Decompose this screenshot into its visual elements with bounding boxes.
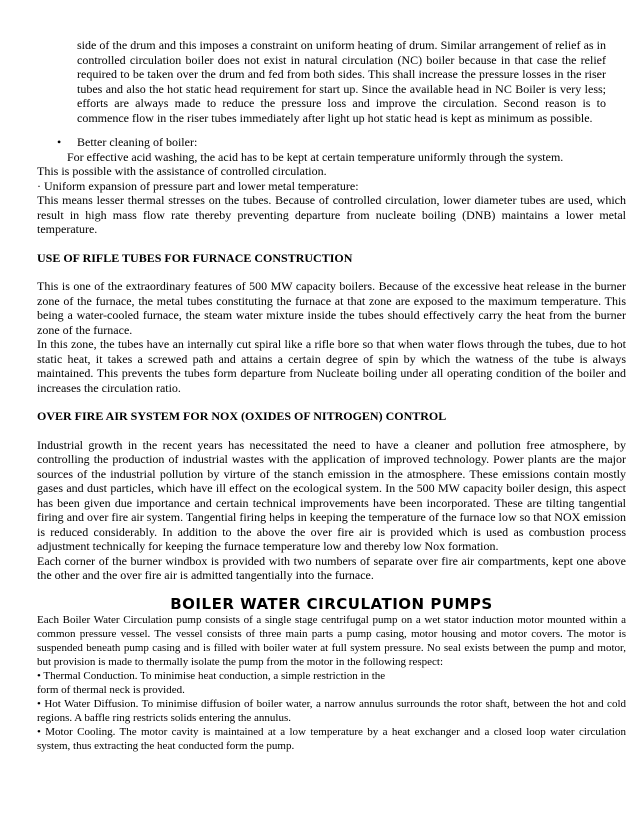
overfire-heading: OVER FIRE AIR SYSTEM FOR NOX (OXIDES OF NITROGEN) CONTROL: [37, 409, 447, 423]
pumps-thermal-a: • Thermal Conduction. To minimise heat conduction, a simple restriction in the: [37, 670, 386, 682]
rifle-heading: USE OF RIFLE TUBES FOR FURNACE CONSTRUCTION: [37, 250, 353, 265]
pumps-diffusion: • Hot Water Diffusion. To minimise diffusion of boiler water, a narrow annulus surrounds the rotor shaft, between the hot and cold regions. A baffle ring restricts solids entering the annulus.: [37, 698, 626, 724]
pumps-intro: Each Boiler Water Circulation pump consists of a single stage centrifugal pump on a wet stator induction motor mounted within a common pressure vessel. The vessel consists of three main parts a pump casing, motor housing and motor covers. The motor is suspended beneath pump casing and is filled with boiler water at full system pressure. No seal exists between the pump and motor, but provision is made to thermally isolate the pump from the motor in the following respect:: [37, 614, 626, 668]
drum-paragraph: side of the drum and this imposes a constraint on uniform heating of drum. Similar arrangement of relief as in controlled circulation boiler does not exist in natural circulation (NC) boiler because in that case the relief required to be taken over the drum and fed from both sides. This shall increase the pressure losses in the riser tubes and also the hot static head requirement for start up. Since the available head in NC Boiler is very less; efforts are always made to reduce the pressure loss and improve the circulation. Second reason is to commence flow in the riser tubes immediately after light up hot static head is kept as minimum as possible.: [77, 38, 606, 125]
cleaning-title: Better cleaning of boiler:: [77, 135, 198, 149]
rifle-paragraph-2: In this zone, the tubes have an internally cut spiral like a rifle bore so that when water flows through the tubes, due to hot static heat, it takes a screwed path and attains a certain degree of spin by which the watness of the tube is always maintained. This prevents the tubes form departure from Nucleate boiling under all operating condition of the boiler and increases the circulation ratio.: [37, 337, 626, 395]
bullet-icon: •: [57, 135, 62, 149]
pumps-title: BOILER WATER CIRCULATION PUMPS: [170, 594, 493, 613]
cleaning-line-2: This is possible with the assistance of controlled circulation.: [37, 164, 327, 178]
overfire-paragraph-2: Each corner of the burner windbox is provided with two numbers of separate over fire air compartments, kept one above the other and the over fire air is admitted tangentially into the furnace.: [37, 553, 626, 582]
expansion-text: This means lesser thermal stresses on the tubes. Because of controlled circulation, lower diameter tubes are used, which result in high mass flow rate thereby preventing departure from nucleate boiling (DNB) maintains a lower metal temperature.: [37, 193, 626, 236]
pumps-cooling: • Motor Cooling. The motor cavity is maintained at a low temperature by a heat exchanger and a closed loop water circulation system, thus extracting the heat conducted form the pump.: [37, 726, 626, 752]
expansion-title: · Uniform expansion of pressure part and lower metal temperature:: [37, 178, 359, 193]
cleaning-bullet: [57, 135, 626, 150]
cleaning-line-1: For effective acid washing, the acid has to be kept at certain temperature uniformly through the system.: [67, 149, 564, 164]
rifle-paragraph-1: This is one of the extraordinary features of 500 MW capacity boilers. Because of the excessive heat release in the burner zone of the furnace, the metal tubes constituting the furnace at that zone are exposed to the maximum temperature. This being a water-cooled furnace, the steam water mixture inside the tubes should effectively carry the heat from the burner zone of the furnace.: [37, 279, 626, 337]
overfire-paragraph-1: Industrial growth in the recent years has necessitated the need to have a cleaner and pollution free atmosphere, by controlling the production of industrial wastes with the application of improved technology. Power plants are the major sources of the industrial pollution by virture of the stanch emission in the atmosphere. These emissions contain mostly gases and dust particles, which have ill effect on the ecological system. In the 500 MW capacity boiler design, this aspect has been given due importance and certain technical improvements have been incorporated. These are tilting tangential firing and over fire air system. Tangential firing helps in keeping the temperature of the furnace low so that NOX emission is reduced considerably. In addition to the above the over fire air is provided which is used as combustion process adjustment technically for keeping the furnace temperature low and thereby low Nox formation.: [37, 437, 626, 553]
pumps-thermal-b: form of thermal neck is provided.: [37, 684, 185, 696]
